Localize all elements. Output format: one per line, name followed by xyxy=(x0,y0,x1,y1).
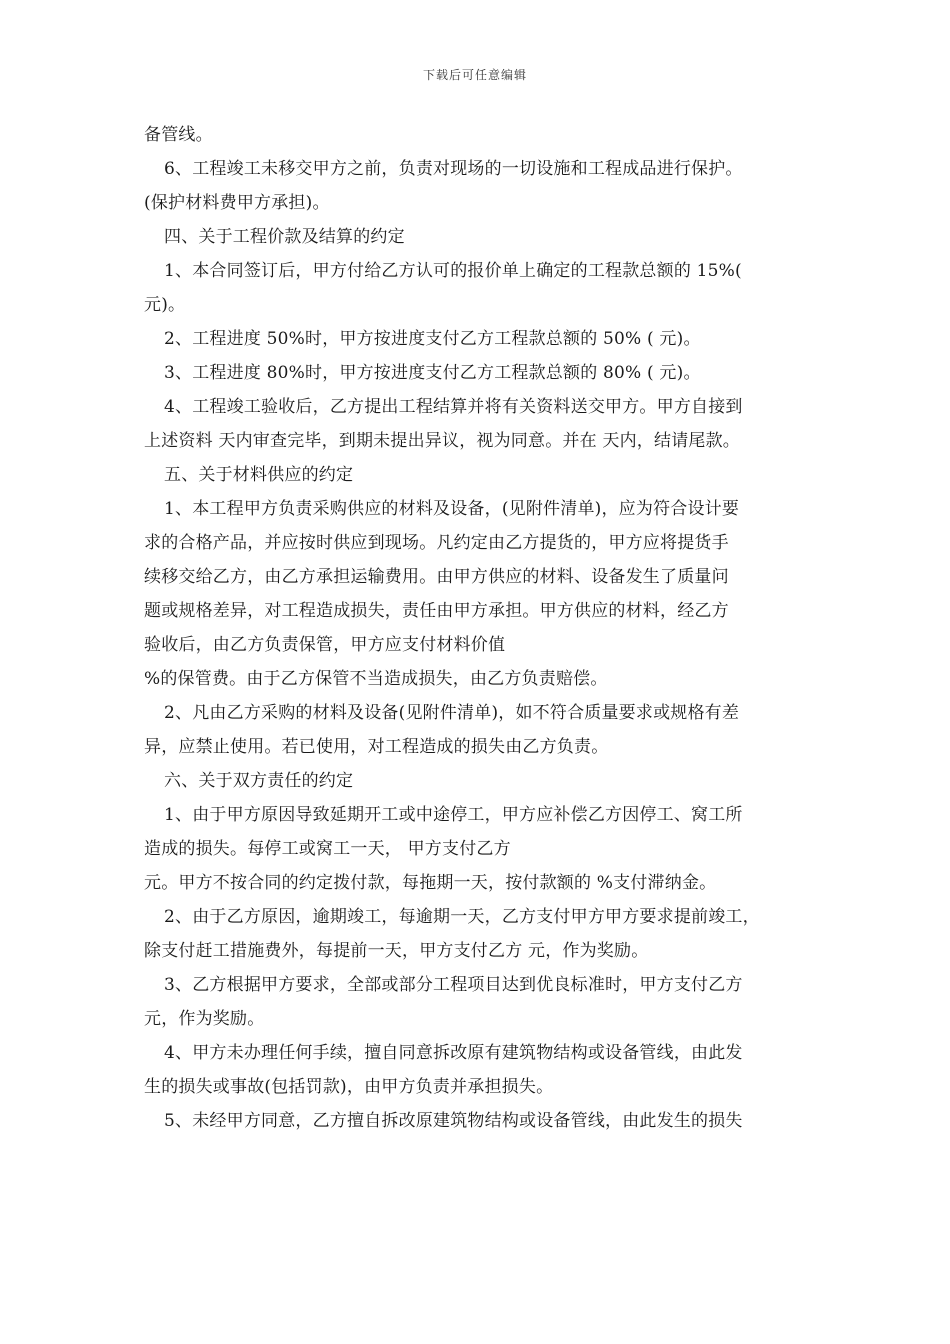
text-line: 1、本工程甲方负责采购供应的材料及设备，(见附件清单)，应为符合设计要 xyxy=(164,499,740,519)
text-line: 2、工程进度 50%时，甲方按进度支付乙方工程款总额的 50% ( 元)。 xyxy=(164,329,701,349)
text-line: 元)。 xyxy=(144,295,186,315)
text-line: 1、本合同签订后，甲方付给乙方认可的报价单上确定的工程款总额的 15%( xyxy=(164,261,742,281)
text-line: 元。甲方不按合同的约定拨付款，每拖期一天，按付款额的 %支付滞纳金。 xyxy=(144,873,717,893)
text-line: 题或规格差异，对工程造成损失，责任由甲方承担。甲方供应的材料，经乙方 xyxy=(144,601,729,621)
text-line: 除支付赶工措施费外，每提前一天，甲方支付乙方 元，作为奖励。 xyxy=(144,941,649,961)
text-line: 备管线。 xyxy=(144,125,213,145)
page-header: 下载后可任意编辑 xyxy=(422,68,527,82)
text-line: 求的合格产品，并应按时供应到现场。凡约定由乙方提货的，甲方应将提货手 xyxy=(144,533,729,553)
text-line: 5、未经甲方同意，乙方擅自拆改原建筑物结构或设备管线，由此发生的损失 xyxy=(164,1111,743,1131)
text-line: 6、工程竣工未移交甲方之前，负责对现场的一切设施和工程成品进行保护。 xyxy=(164,159,743,179)
text-line: %的保管费。由于乙方保管不当造成损失，由乙方负责赔偿。 xyxy=(144,669,608,689)
text-line: (保护材料费甲方承担)。 xyxy=(144,193,330,213)
text-line: 4、工程竣工验收后，乙方提出工程结算并将有关资料送交甲方。甲方自接到 xyxy=(164,397,743,417)
text-line: 3、乙方根据甲方要求，全部或部分工程项目达到优良标准时，甲方支付乙方 xyxy=(164,975,743,995)
text-line: 续移交给乙方，由乙方承担运输费用。由甲方供应的材料、设备发生了质量问 xyxy=(144,567,729,587)
document-body xyxy=(144,118,824,1138)
section-heading: 六、关于双方责任的约定 xyxy=(164,771,354,791)
text-line: 元，作为奖励。 xyxy=(144,1009,265,1029)
text-line: 生的损失或事故(包括罚款)，由甲方负责并承担损失。 xyxy=(144,1077,554,1097)
text-line: 2、由于乙方原因，逾期竣工，每逾期一天，乙方支付甲方甲方要求提前竣工， xyxy=(164,907,760,927)
text-line: 2、凡由乙方采购的材料及设备(见附件清单)，如不符合质量要求或规格有差 xyxy=(164,703,740,723)
text-line: 异，应禁止使用。若已使用，对工程造成的损失由乙方负责。 xyxy=(144,737,609,757)
text-line: 造成的损失。每停工或窝工一天， 甲方支付乙方 xyxy=(144,839,511,859)
section-heading: 五、关于材料供应的约定 xyxy=(164,465,354,485)
text-line: 上述资料 天内审查完毕，到期未提出异议，视为同意。并在 天内，结请尾款。 xyxy=(144,431,741,451)
text-line: 1、由于甲方原因导致延期开工或中途停工，甲方应补偿乙方因停工、窝工所 xyxy=(164,805,743,825)
text-line: 验收后，由乙方负责保管，甲方应支付材料价值 xyxy=(144,635,506,655)
text-line: 4、甲方未办理任何手续，擅自同意拆改原有建筑物结构或设备管线，由此发 xyxy=(164,1043,743,1063)
section-heading: 四、关于工程价款及结算的约定 xyxy=(164,227,405,247)
text-line: 3、工程进度 80%时，甲方按进度支付乙方工程款总额的 80% ( 元)。 xyxy=(164,363,701,383)
